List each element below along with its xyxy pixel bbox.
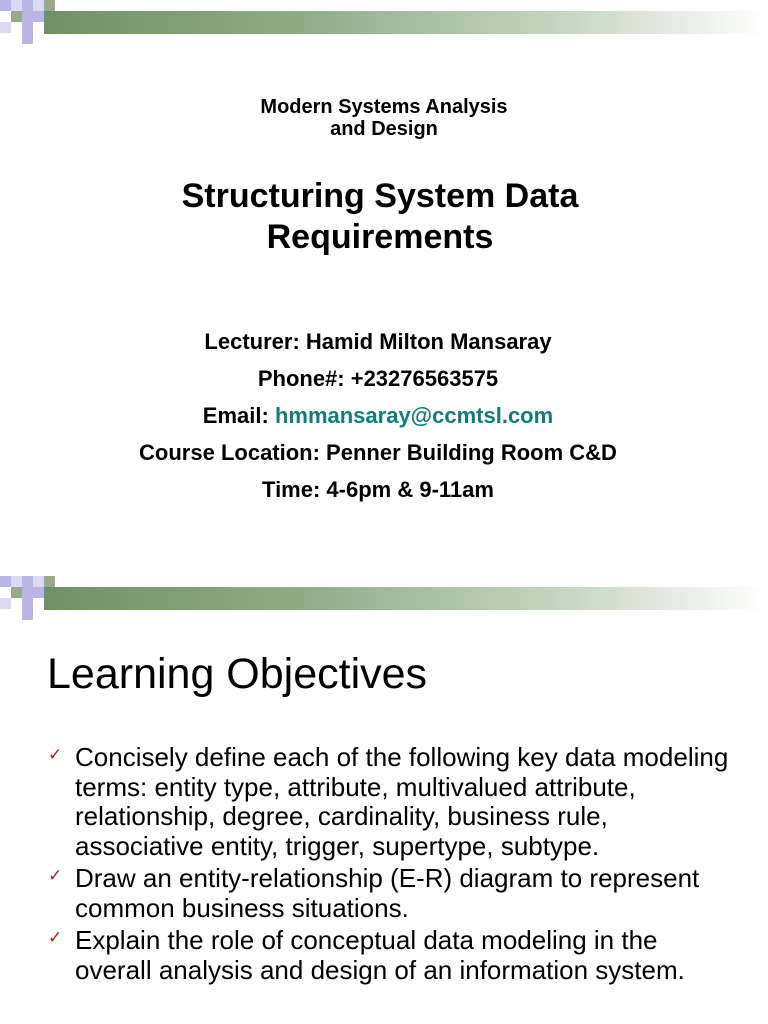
header-square <box>11 576 22 587</box>
objective-item <box>0 743 768 861</box>
course-title <box>0 96 768 140</box>
presentation-title-line: Requirements <box>266 218 494 256</box>
header-square <box>0 598 11 609</box>
objective-text: Draw an entity-relationship (E-R) diagram to represent common business situations. <box>75 863 700 923</box>
header-square <box>22 598 33 609</box>
header-square <box>33 587 44 598</box>
header-gradient-bar <box>44 11 768 34</box>
location-line: Course Location: Penner Building Room C&D <box>139 440 617 465</box>
header-square <box>0 0 11 11</box>
objective-text: Concisely define each of the following key data modeling terms: entity type, attribute, multivalued attribute, relationship, degree, cardinality, business rule, associative entity, trigger, supertype, subtype. <box>75 742 729 861</box>
header-square <box>0 22 11 33</box>
email-label: Email: <box>202 403 275 428</box>
header-square <box>22 609 33 620</box>
header-gradient-bar <box>44 587 768 610</box>
presentation-title-line: Structuring System Data <box>181 177 579 215</box>
objectives-slide <box>0 576 768 1024</box>
header-square <box>44 576 55 587</box>
objectives-list <box>0 743 768 988</box>
time-line: Time: 4-6pm & 9-11am <box>262 477 494 502</box>
header-square <box>0 576 11 587</box>
header-square <box>22 0 33 11</box>
header-square <box>11 11 22 22</box>
header-square <box>22 11 33 22</box>
header-square <box>22 22 33 33</box>
objective-text: Explain the role of conceptual data modeling in the overall analysis and design of an information system. <box>75 925 685 985</box>
check-mark-icon: ✓ <box>48 866 63 886</box>
check-mark-icon: ✓ <box>48 928 63 948</box>
header-square <box>44 0 55 11</box>
presentation-title <box>0 176 760 258</box>
header-square <box>33 11 44 22</box>
course-info <box>0 323 756 508</box>
lecturer-line: Lecturer: Hamid Milton Mansaray <box>204 329 552 354</box>
header-square <box>11 0 22 11</box>
phone-line: Phone#: +23276563575 <box>257 366 499 391</box>
header-decoration <box>0 576 768 626</box>
header-square <box>33 0 44 11</box>
header-square <box>22 33 33 44</box>
email-line <box>0 397 756 434</box>
email-link[interactable]: hmmansaray@ccmtsl.com <box>274 403 554 428</box>
header-square <box>11 587 22 598</box>
header-square <box>22 587 33 598</box>
header-decoration <box>0 0 768 50</box>
course-title-line: Modern Systems Analysis <box>260 96 508 118</box>
header-square <box>33 576 44 587</box>
header-square <box>22 576 33 587</box>
course-title-line: and Design <box>330 118 438 140</box>
objective-item <box>0 864 768 923</box>
objective-item <box>0 926 768 985</box>
check-mark-icon: ✓ <box>48 745 63 765</box>
objectives-heading: Learning Objectives <box>47 650 428 698</box>
